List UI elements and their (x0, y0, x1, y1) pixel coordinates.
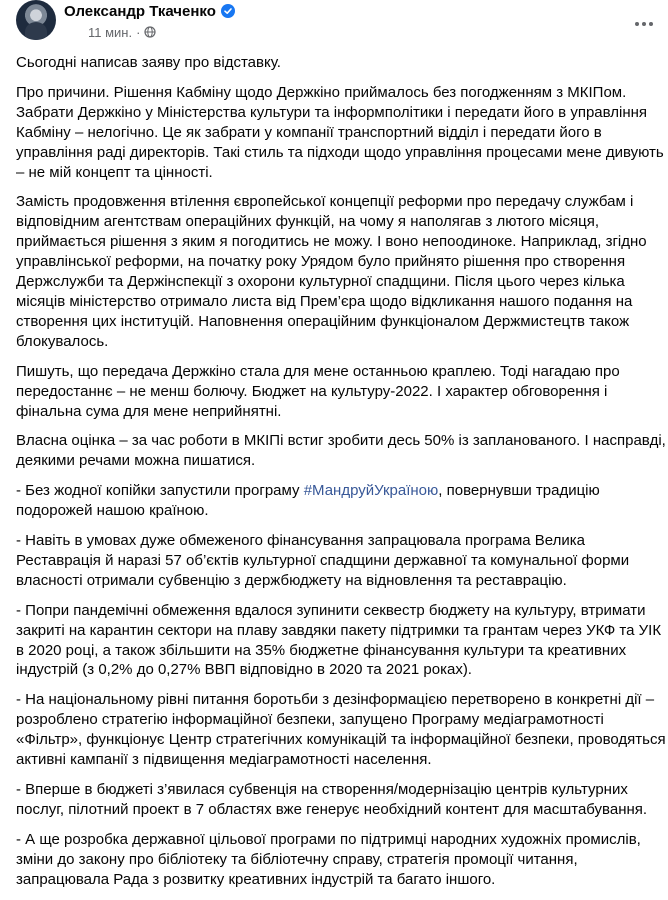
hashtag-link[interactable]: #МандруйУкраїною (303, 482, 439, 500)
author-name[interactable]: Олександр Ткаченко (64, 2, 216, 20)
post-paragraph: Сьогодні написав заяву про відставку. (16, 54, 281, 71)
meta-separator: · (136, 24, 141, 40)
post-paragraph: - А ще розробка державної цільової програми по підтримці народних художніх промислів, зміни до закону про бібліотеку та бібліотечну справу, стратегія промоції читання, запрацювала Рада з розвитку креативних індустрій та багато іншого. (16, 830, 641, 888)
post-meta (88, 23, 156, 41)
post-paragraph: - Попри пандемічні обмеження вдалося зупинити секвестр бюджету на культуру, втримати закриті на карантин сектори на плаву завдяки пакету підтримки та грантам через УКФ та УІК в 2020 році, а також збільшити на 35% бюджетне фінансування культури та креативних індустрій (з 0,2% до 0,27% ВВП відповідно в 2020 та 2021 роках). (16, 601, 662, 679)
post-paragraph-hashtag (16, 481, 666, 521)
post-paragraph: - Навіть в умовах дуже обмеженого фінансування запрацювала програма Велика Реставрація й наразі 57 об’єктів культурної спадщини державної та комунальної форми власності отримали субвенцію з держбюджету на відновлення та реставрацію. (16, 532, 630, 589)
post-paragraph: Про причини. Рішення Кабміну щодо Держкіно приймалось без погодженням з МКІПом. Забрати Держкіно у Міністерства культури та інформполітики і передати його в управління Кабміну – нелогічно. Це як забрати у компанії транспортний відділ і передати його в управління раді директорів. Такі стиль та підходи щодо управління процесами мене дивують – не мій концепт та цінності. (16, 83, 664, 181)
post-paragraph: Пишуть, що передача Держкіно стала для мене останньою краплею. Тоді нагадаю про передостаннє – не менш болючу. Бюджет на культуру-2022. І характер обговорення і фінальна сума для мене неприйнятні. (16, 362, 620, 420)
post-paragraph: - На національному рівні питання боротьби з дезінформацією перетворено в конкретні дії – розроблено стратегію інформаційної безпеки, запущено Програму медіаграмотності «Фільтр», функціонує Центр стратегічних комунікацій та інформаційної безпеки, проводяться активні кампанії з підвищення медіаграмотності населення. (16, 691, 666, 769)
post-paragraph: - Вперше в бюджеті з’явилася субвенція на створення/модернізацію центрів культурних послуг, пілотний проект в 7 областях вже генерує необхідний контент для масштабування. (16, 781, 648, 818)
paragraph-text: , повернувши традицію подорожей нашою країною. (16, 482, 600, 520)
post-timestamp[interactable]: 11 мин. (88, 24, 133, 40)
more-options-button[interactable] (626, 6, 662, 42)
avatar[interactable] (16, 0, 56, 40)
post-text (16, 53, 666, 900)
more-options-icon (635, 22, 653, 26)
post-paragraph: Власна оцінка – за час роботи в МКІПі встиг зробити десь 50% із запланованого. І насправді, деякими речами можна пишатися. (16, 432, 666, 470)
author-line (64, 0, 235, 22)
post-header (0, 0, 668, 44)
verified-badge-icon (221, 4, 235, 18)
post-paragraph: Замість продовження втілення європейської концепції реформи про передачу службам і відповідним агентствам операційних функцій, на чому я наполягав з лютого місяця, приймається рішення з яким я погодитись не можу. І воно непоодиноке. Наприклад, згідно управлінської реформи, на початку року Урядом було прийнято рішення про створення Держслужби та Держінспекції з охорони культурної спадщини. Після цього через кілька місяців міністерство отримало листа від Прем’єра щодо відкликання нашого подання на створення цих інституцій. Наповнення операційним функціоналом Держмистецтв також блокувалось. (16, 193, 647, 350)
paragraph-text: - Без жодної копійки запустили програму (16, 482, 304, 500)
globe-icon[interactable] (144, 26, 156, 38)
